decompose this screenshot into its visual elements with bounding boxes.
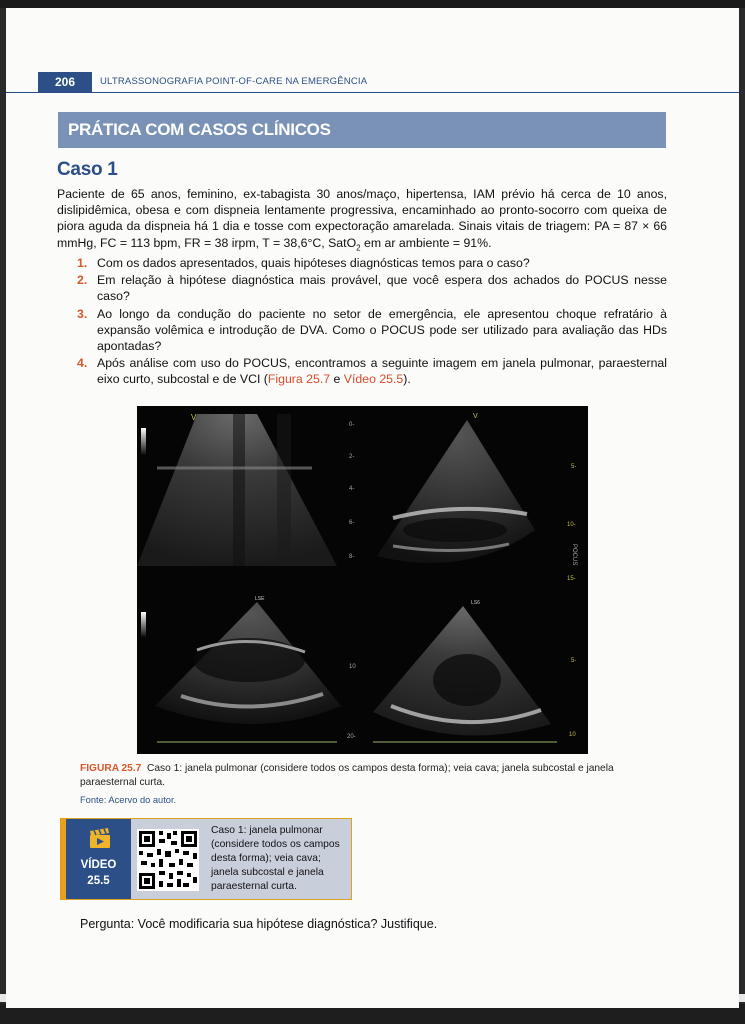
video-label (61, 819, 131, 899)
side-tag: POCUS (571, 544, 577, 566)
parasternal-window-panel (373, 600, 557, 742)
depth-label: 10 (349, 664, 356, 670)
intro-subscript: 2 (356, 243, 361, 253)
lung-window-panel (137, 413, 337, 566)
subcostal-window-panel (141, 596, 341, 742)
question-text: Com os dados apresentados, quais hipóteses diagnósticas temos para o caso? (97, 256, 530, 270)
running-title: ULTRASSONOGRAFIA POINT-OF-CARE NA EMERGÊNCIA (100, 76, 368, 87)
video-number: 25.5 (87, 875, 110, 887)
lung-shadow (277, 414, 291, 566)
figure-caption-text: Caso 1: janela pulmonar (considere todos os campos desta forma); veia cava; janela subcostal e janela paraesternal curta. (80, 763, 614, 788)
depth-label: 5- (571, 658, 577, 664)
question-number: 1. (77, 256, 88, 270)
probe-marker: V (191, 413, 197, 422)
intro-text-a: Paciente de 65 anos, feminino, ex-tabagista 30 anos/maço, hipertensa, IAM prévio há cerca de 10 anos, dislipidêmica, obesa e com dispneia lentamente progressiva, encaminhado ao pronto-socorro com queixa de piora aguda da dispneia há 1 dia e tosse com expectoração amarelada. Sinais vitais de triagem: PA = 87 × 66 mmHg, FC = 113 bpm, FR = 38 irpm, T = 38,6°C, SatO (57, 187, 667, 250)
depth-label: 15- (567, 576, 576, 582)
lung-shadow (233, 414, 245, 566)
question-text: Ao longo da condução do paciente no setor de emergência, ele apresentou choque refratário à expansão volêmica e introdução de DVA. Como o POCUS pode ser utilizado para avaliação das HDs apontadas? (97, 306, 667, 354)
ivc-window-panel (377, 413, 535, 563)
grayscale-bar (141, 428, 146, 456)
depth-label: 2- (349, 454, 355, 460)
ultrasound-figure (137, 406, 588, 754)
case-title: Caso 1 (57, 159, 118, 180)
depth-label: 10- (567, 522, 576, 528)
depth-label: 20- (347, 734, 356, 740)
depth-label: 5- (571, 464, 577, 470)
probe-tag: LS6 (471, 600, 480, 606)
page-number: 206 (38, 72, 92, 92)
video-box[interactable] (60, 818, 352, 900)
ivc-lumen (403, 518, 507, 542)
section-title: PRÁTICA COM CASOS CLÍNICOS (68, 120, 331, 139)
figure-label: FIGURA 25.7 (80, 763, 142, 774)
question-item (57, 306, 667, 355)
intro-text-b: em ar ambiente = 91%. (360, 235, 492, 250)
probe-marker: V (473, 413, 478, 420)
depth-label: 8- (349, 554, 355, 560)
video-link[interactable]: Vídeo 25.5 (343, 372, 404, 387)
question-number: 3. (77, 306, 88, 321)
ultrasound-panels (137, 406, 588, 754)
question-text: Em relação à hipótese diagnóstica mais provável, que você espera dos achados do POCUS nesse caso? (97, 273, 667, 304)
question-number: 4. (77, 356, 88, 371)
depth-label: 10 (569, 732, 576, 738)
video-description: Caso 1: janela pulmonar (considere todos os campos desta forma); veia cava; janela subcostal e janela paraesternal curta. (211, 825, 340, 892)
video-word: VÍDEO (80, 859, 117, 871)
window-top-edge (0, 0, 745, 8)
qr-code-icon (137, 829, 199, 891)
question-number: 2. (77, 273, 88, 288)
question-item (57, 355, 667, 387)
case-intro (57, 186, 667, 256)
depth-label: 4- (349, 486, 355, 492)
probe-tag: LSE (255, 596, 265, 602)
book-page (6, 8, 739, 1008)
ventricle (433, 654, 501, 706)
question-item (57, 255, 667, 271)
question-item (57, 272, 667, 304)
figure-caption (80, 762, 670, 790)
question-text-end: ). (403, 372, 411, 387)
question-text-mid: e (330, 372, 344, 387)
video-clapper-icon (88, 827, 112, 849)
figure-link[interactable]: Figura 25.7 (267, 372, 331, 387)
question-list (57, 255, 667, 389)
final-question: Pergunta: Você modificaria sua hipótese diagnóstica? Justifique. (80, 917, 438, 931)
figure-source: Fonte: Acervo do autor. (80, 795, 177, 805)
depth-label: 0- (349, 422, 355, 428)
qr-code[interactable] (137, 829, 199, 891)
grayscale-bar (141, 612, 146, 638)
question-text: Após análise com uso do POCUS, encontramos a seguinte imagem em janela pulmonar, paraesternal eixo curto, subcostal e de VCI ( (97, 356, 667, 387)
depth-label: 6- (349, 520, 355, 526)
